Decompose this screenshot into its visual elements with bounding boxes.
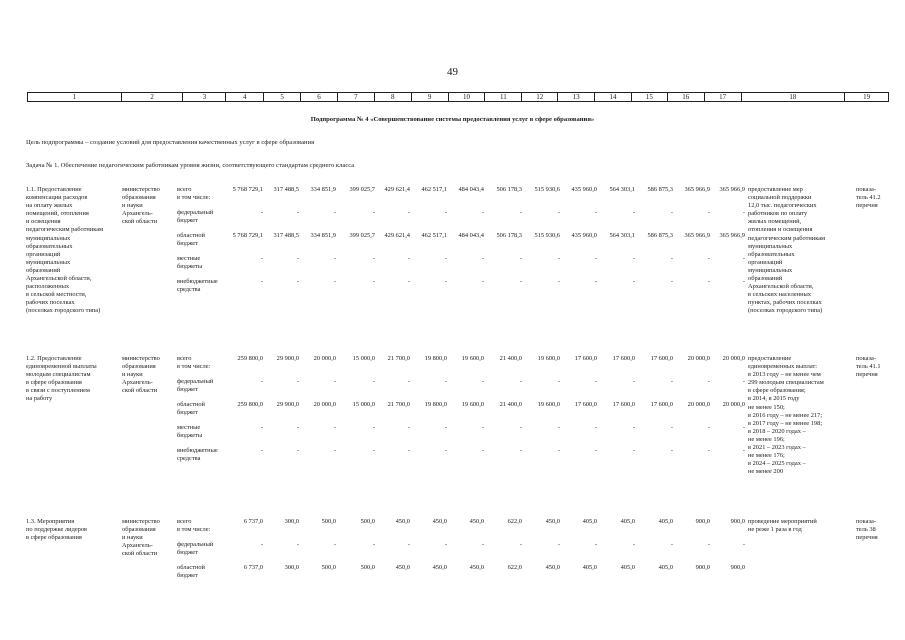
funding-value: - [557, 255, 560, 262]
funding-value: 515 930,6 [534, 186, 560, 193]
funding-value: - [557, 209, 560, 216]
funding-source-label: всего в том числе: [177, 355, 211, 371]
funding-value: - [372, 541, 375, 548]
funding-value: - [707, 255, 710, 262]
funding-value: 900,0 [695, 518, 710, 525]
funding-value: - [594, 378, 597, 385]
funding-value: - [632, 278, 635, 285]
header-column-18: 18 [742, 93, 846, 101]
funding-value: 365 966,9 [719, 232, 745, 239]
funding-source-label: местные бюджеты [177, 424, 203, 440]
column-number-header [27, 92, 889, 102]
funding-value: - [594, 255, 597, 262]
funding-value: 586 875,3 [647, 232, 673, 239]
funding-value: 19 800,0 [424, 355, 447, 362]
funding-value: - [444, 424, 447, 431]
funding-value: - [444, 255, 447, 262]
funding-value: - [707, 447, 710, 454]
funding-value: - [742, 255, 745, 262]
page-number: 49 [447, 66, 458, 78]
funding-value: - [557, 278, 560, 285]
header-column-7: 7 [338, 93, 375, 101]
funding-value: - [481, 255, 484, 262]
funding-value: 334 851,9 [310, 186, 336, 193]
funding-value: - [372, 424, 375, 431]
funding-value: - [296, 378, 299, 385]
funding-value: - [632, 378, 635, 385]
funding-value: 5 768 729,1 [232, 232, 263, 239]
funding-value: - [707, 541, 710, 548]
funding-value: - [519, 209, 522, 216]
row-indicator: показа- тель 41.2 перечня [856, 186, 881, 210]
funding-value: - [372, 209, 375, 216]
header-column-6: 6 [301, 93, 338, 101]
row-executor: министерство образования и науки Архангель- ской области [122, 186, 160, 226]
row-name: 1.2. Предоставление единовременной выплаты молодым специалистам в сфере образования в связи с поступлением на работу [26, 355, 97, 403]
funding-value: - [742, 447, 745, 454]
funding-value: 450,0 [545, 518, 560, 525]
funding-value: - [333, 209, 336, 216]
funding-value: - [670, 255, 673, 262]
header-column-13: 13 [558, 93, 595, 101]
funding-value: - [670, 541, 673, 548]
funding-value: 405,0 [582, 518, 597, 525]
funding-value: 462 517,1 [421, 186, 447, 193]
funding-value: 435 960,0 [571, 186, 597, 193]
funding-value: - [481, 378, 484, 385]
funding-value: - [594, 447, 597, 454]
header-column-15: 15 [632, 93, 668, 101]
funding-value: - [407, 541, 410, 548]
funding-value: - [260, 541, 263, 548]
row-executor: министерство образования и науки Архангель- ской области [122, 518, 160, 558]
row-executor: министерство образования и науки Архангель- ской области [122, 355, 160, 395]
funding-value: - [333, 424, 336, 431]
funding-value: 20 000,0 [722, 355, 745, 362]
funding-value: - [444, 447, 447, 454]
task-text: Задача № 1. Обеспечение педагогическим работникам уровня жизни, соответствующего стандартам среднего класса [26, 162, 355, 169]
funding-value: - [670, 209, 673, 216]
funding-value: 564 303,1 [609, 232, 635, 239]
funding-value: - [707, 424, 710, 431]
funding-value: - [742, 424, 745, 431]
funding-value: - [632, 209, 635, 216]
header-column-11: 11 [485, 93, 522, 101]
row-result: проведение мероприятий не реже 1 раза в год [748, 518, 817, 534]
funding-value: 450,0 [545, 564, 560, 571]
funding-value: 622,0 [507, 564, 522, 571]
funding-value: - [296, 424, 299, 431]
funding-value: 334 851,9 [310, 232, 336, 239]
header-column-5: 5 [264, 93, 301, 101]
funding-value: 19 600,0 [537, 355, 560, 362]
funding-value: 450,0 [469, 518, 484, 525]
funding-value: - [519, 424, 522, 431]
funding-value: - [594, 209, 597, 216]
funding-value: 20 000,0 [722, 401, 745, 408]
funding-value: 900,0 [695, 564, 710, 571]
funding-source-label: областной бюджет [177, 232, 205, 248]
funding-value: 29 900,0 [276, 401, 299, 408]
funding-value: 20 000,0 [313, 401, 336, 408]
funding-value: - [519, 278, 522, 285]
funding-source-label: федеральный бюджет [177, 541, 214, 557]
funding-value: - [296, 541, 299, 548]
funding-value: 429 621,4 [384, 186, 410, 193]
row-indicator: показа- тель 41.1 перечня [856, 355, 881, 379]
funding-value: - [670, 424, 673, 431]
funding-value: 6 737,0 [243, 564, 263, 571]
funding-value: - [260, 209, 263, 216]
funding-value: 435 960,0 [571, 232, 597, 239]
row-indicator: показа- тель 38 перечня [856, 518, 878, 542]
funding-source-label: внебюджетные средства [177, 447, 218, 463]
funding-value: 450,0 [395, 518, 410, 525]
funding-value: - [333, 278, 336, 285]
funding-value: - [481, 541, 484, 548]
funding-value: - [742, 541, 745, 548]
funding-value: - [557, 541, 560, 548]
funding-value: - [444, 209, 447, 216]
funding-value: - [594, 541, 597, 548]
funding-value: 20 000,0 [687, 355, 710, 362]
funding-value: 365 966,9 [684, 186, 710, 193]
row-result: предоставление единовременных выплат: в 2013 году – не менее чем 299 молодым специалистам в сфере образования; в 2014, в 2015 году не менее 150; в 2016 году – не менее 217; в 2017 году – не менее 198; в 2018 – 2020 годах – не менее 196; в 2021 – 2023 годах – не менее 176; в 2024 – 2025 годах – не менее 200 [748, 355, 824, 476]
funding-value: - [481, 424, 484, 431]
funding-value: - [481, 447, 484, 454]
funding-value: - [519, 541, 522, 548]
funding-value: 484 043,4 [458, 186, 484, 193]
funding-value: 17 600,0 [650, 355, 673, 362]
funding-value: 21 700,0 [387, 401, 410, 408]
header-column-14: 14 [595, 93, 632, 101]
funding-source-label: всего в том числе: [177, 186, 211, 202]
funding-value: 317 488,5 [273, 186, 299, 193]
funding-value: 405,0 [620, 518, 635, 525]
funding-value: 506 178,3 [496, 186, 522, 193]
funding-value: 17 600,0 [574, 355, 597, 362]
funding-value: - [333, 378, 336, 385]
funding-value: - [632, 424, 635, 431]
funding-value: - [372, 447, 375, 454]
funding-value: 15 000,0 [352, 355, 375, 362]
funding-value: - [260, 278, 263, 285]
funding-value: 462 517,1 [421, 232, 447, 239]
funding-source-label: внебюджетные средства [177, 278, 218, 294]
funding-value: 405,0 [582, 564, 597, 571]
funding-value: 300,0 [284, 564, 299, 571]
funding-value: - [333, 541, 336, 548]
funding-value: - [260, 447, 263, 454]
funding-value: - [333, 447, 336, 454]
funding-value: 900,0 [730, 564, 745, 571]
funding-value: - [481, 278, 484, 285]
header-column-12: 12 [522, 93, 558, 101]
funding-source-label: местные бюджеты [177, 255, 203, 271]
funding-value: - [444, 278, 447, 285]
funding-value: 29 900,0 [276, 355, 299, 362]
funding-value: - [707, 209, 710, 216]
funding-value: 259 800,0 [237, 355, 263, 362]
funding-value: 450,0 [432, 518, 447, 525]
funding-value: 19 800,0 [424, 401, 447, 408]
funding-value: - [407, 209, 410, 216]
funding-value: - [670, 447, 673, 454]
funding-value: 399 025,7 [349, 232, 375, 239]
funding-value: - [742, 278, 745, 285]
funding-value: 515 930,6 [534, 232, 560, 239]
goal-text: Цель подпрограммы – создание условий для предоставления качественных услуг в сфере образования [26, 139, 315, 146]
funding-value: - [296, 209, 299, 216]
header-column-2: 2 [122, 93, 184, 101]
funding-value: - [260, 424, 263, 431]
funding-value: - [260, 255, 263, 262]
funding-value: 365 966,9 [684, 232, 710, 239]
funding-value: 450,0 [469, 564, 484, 571]
funding-value: 405,0 [658, 518, 673, 525]
header-column-16: 16 [668, 93, 705, 101]
funding-value: 5 768 729,1 [232, 186, 263, 193]
funding-source-label: всего в том числе: [177, 518, 211, 534]
funding-value: - [333, 255, 336, 262]
funding-value: - [444, 378, 447, 385]
funding-value: 17 600,0 [650, 401, 673, 408]
funding-value: 17 600,0 [612, 401, 635, 408]
funding-value: - [260, 378, 263, 385]
funding-value: 259 800,0 [237, 401, 263, 408]
funding-value: - [481, 209, 484, 216]
funding-value: 484 043,4 [458, 232, 484, 239]
funding-value: 506 178,3 [496, 232, 522, 239]
funding-value: - [519, 255, 522, 262]
funding-value: - [407, 424, 410, 431]
funding-value: - [519, 378, 522, 385]
funding-value: 564 303,1 [609, 186, 635, 193]
funding-value: - [557, 424, 560, 431]
funding-value: 500,0 [321, 518, 336, 525]
funding-value: - [407, 255, 410, 262]
funding-value: - [632, 255, 635, 262]
row-name: 1.1. Предоставление компенсации расходов на оплату жилых помещений, отопления и освещения педагогическим работникам муниципальных образовательных организаций муниципальных образований Архангельской области, расположенных в сельской местности, рабочих поселках (поселках городского типа) [26, 186, 104, 315]
funding-value: - [632, 541, 635, 548]
header-column-1: 1 [28, 93, 122, 101]
funding-value: 450,0 [432, 564, 447, 571]
header-column-19: 19 [863, 93, 871, 101]
row-name: 1.3. Мероприятия по поддержке лидеров в сфере образования [26, 518, 88, 542]
funding-value: 20 000,0 [313, 355, 336, 362]
funding-value: 405,0 [620, 564, 635, 571]
funding-value: - [742, 378, 745, 385]
funding-value: 429 621,4 [384, 232, 410, 239]
funding-value: - [670, 378, 673, 385]
subprogram-title: Подпрограмма № 4 «Совершенствование системы предоставления услуг в сфере образования» [310, 116, 595, 123]
funding-value: 19 600,0 [461, 355, 484, 362]
funding-value: 15 000,0 [352, 401, 375, 408]
funding-value: 20 000,0 [687, 401, 710, 408]
funding-value: 900,0 [730, 518, 745, 525]
funding-value: 21 400,0 [499, 401, 522, 408]
funding-value: - [707, 278, 710, 285]
funding-value: - [707, 378, 710, 385]
funding-value: - [407, 378, 410, 385]
funding-value: 500,0 [360, 564, 375, 571]
funding-value: 17 600,0 [612, 355, 635, 362]
funding-source-label: областной бюджет [177, 401, 205, 417]
funding-value: - [594, 278, 597, 285]
header-column-8: 8 [375, 93, 412, 101]
funding-value: - [407, 278, 410, 285]
funding-value: - [296, 447, 299, 454]
funding-value: - [557, 378, 560, 385]
header-column-10: 10 [449, 93, 486, 101]
funding-value: 21 400,0 [499, 355, 522, 362]
funding-value: 300,0 [284, 518, 299, 525]
funding-value: 405,0 [658, 564, 673, 571]
header-column-9: 9 [412, 93, 449, 101]
funding-value: - [557, 447, 560, 454]
header-column-17: 17 [705, 93, 742, 101]
funding-value: 317 488,5 [273, 232, 299, 239]
funding-value: 19 600,0 [537, 401, 560, 408]
funding-value: - [519, 447, 522, 454]
funding-value: 21 700,0 [387, 355, 410, 362]
funding-value: 586 875,3 [647, 186, 673, 193]
funding-source-label: областной бюджет [177, 564, 205, 580]
funding-value: - [296, 278, 299, 285]
funding-value: 6 737,0 [243, 518, 263, 525]
header-column-3: 3 [183, 93, 226, 101]
funding-value: 17 600,0 [574, 401, 597, 408]
funding-value: - [296, 255, 299, 262]
funding-source-label: федеральный бюджет [177, 378, 214, 394]
funding-value: 365 966,9 [719, 186, 745, 193]
funding-value: - [670, 278, 673, 285]
funding-value: - [372, 255, 375, 262]
funding-value: 622,0 [507, 518, 522, 525]
header-column-4: 4 [226, 93, 264, 101]
funding-value: - [372, 378, 375, 385]
funding-value: 450,0 [395, 564, 410, 571]
funding-value: - [742, 209, 745, 216]
row-result: предоставление мер социальной поддержки 12,0 тыс. педагогических работников по оплату жилых помещений, отопления и освещения педагогическим работникам муниципальных образовательных организаций муниципальных образований Архангельской области, в сельских населенных пунктах, рабочих поселках (поселках городского типа) [748, 186, 826, 315]
funding-value: 500,0 [360, 518, 375, 525]
funding-value: 19 600,0 [461, 401, 484, 408]
funding-value: 500,0 [321, 564, 336, 571]
funding-value: - [372, 278, 375, 285]
funding-value: - [444, 541, 447, 548]
funding-value: - [407, 447, 410, 454]
funding-value: - [632, 447, 635, 454]
funding-source-label: федеральный бюджет [177, 209, 214, 225]
funding-value: 399 025,7 [349, 186, 375, 193]
funding-value: - [594, 424, 597, 431]
